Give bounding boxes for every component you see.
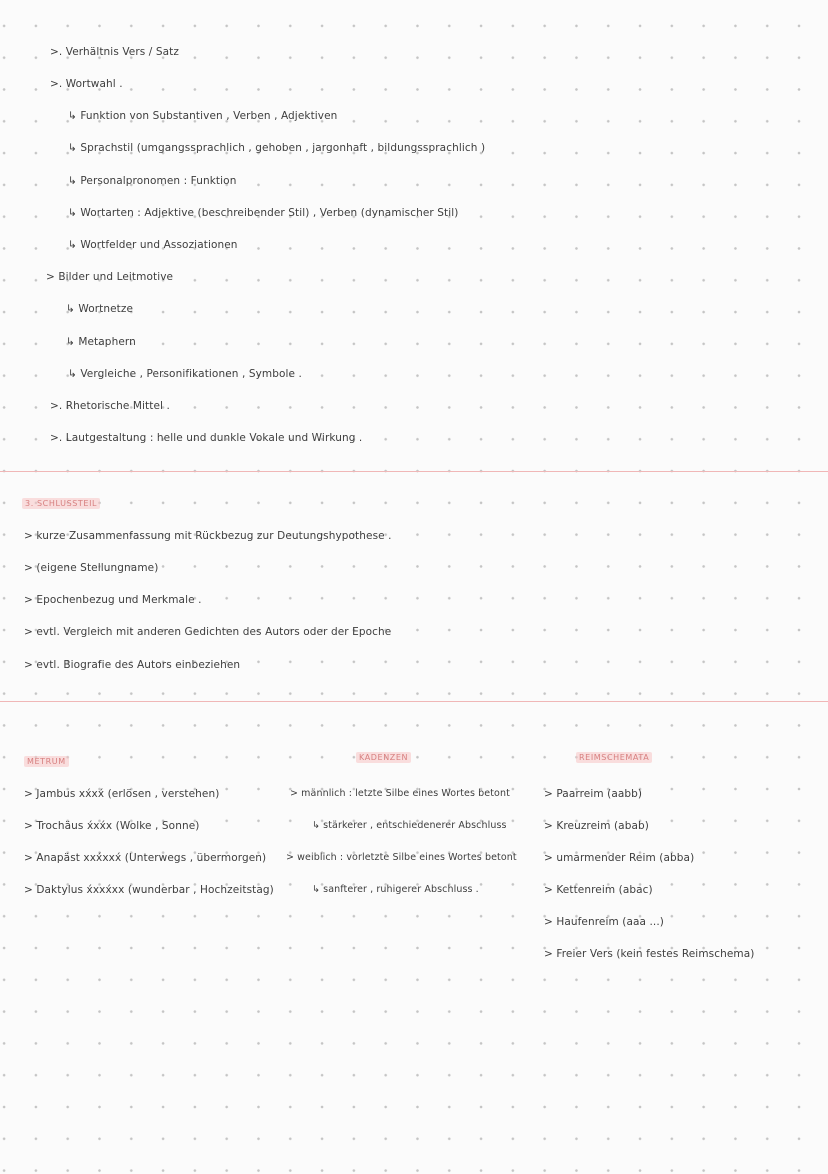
- list-item: ↳ Wortnetze: [66, 303, 134, 315]
- list-item: >. Wortwahl .: [50, 78, 123, 90]
- section-heading: KADENZEN: [356, 752, 411, 763]
- list-item: > Haufenreim (aaa ...): [544, 916, 665, 928]
- list-item: >. Rhetorische Mittel .: [50, 400, 170, 412]
- list-item: ↳ Vergleiche , Personifikationen , Symbole .: [68, 368, 302, 380]
- list-item: > Bilder und Leitmotive: [46, 271, 174, 283]
- list-item: > Kreuzreim (abab): [544, 820, 649, 832]
- list-item: > (eigene Stellungname): [24, 562, 159, 574]
- list-item: > Jambus xx́xx́ (erlösen , verstehen): [24, 788, 220, 800]
- list-item: > kurze Zusammenfassung mit Rückbezug zur Deutungshypothese .: [24, 530, 392, 542]
- list-item: > evtl. Vergleich mit anderen Gedichten des Autors oder der Epoche: [24, 626, 392, 638]
- section-divider: [0, 701, 828, 702]
- list-item: ↳ stärkerer , entschiedenerer Abschluss: [312, 820, 507, 831]
- list-item: >. Verhältnis Vers / Satz: [50, 46, 179, 58]
- list-item: ↳ Metaphern: [66, 336, 136, 348]
- list-item: ↳ sanfterer , ruhigerer Abschluss .: [312, 884, 479, 895]
- list-item: > Paarreim (aabb): [544, 788, 643, 800]
- list-item: ↳ Personalpronomen : Funktion: [68, 175, 237, 187]
- list-item: > Trochäus x́xx́x (Wolke , Sonne): [24, 820, 200, 832]
- list-item: > weiblich : vorletzte Silbe eines Wortes betont: [286, 852, 517, 863]
- section-heading: 3. SCHLUSSTEIL: [22, 498, 100, 509]
- section-heading: REIMSCHEMATA: [576, 752, 652, 763]
- list-item: ↳ Wortfelder und Assoziationen: [68, 239, 238, 251]
- list-item: ↳ Wortarten : Adjektive (beschreibender Stil) , Verben (dynamischer Stil): [68, 207, 459, 219]
- list-item: > umarmender Reim (abba): [544, 852, 695, 864]
- list-item: >. Lautgestaltung : helle und dunkle Vokale und Wirkung .: [50, 432, 363, 444]
- list-item: ↳ Funktion von Substantiven , Verben , Adjektiven: [68, 110, 338, 122]
- list-item: > Kettenreim (abac): [544, 884, 653, 896]
- list-item: ↳ Sprachstil (umgangssprachlich , gehoben , jargonhaft , bildungssprachlich ): [68, 142, 486, 154]
- section-heading: METRUM: [24, 756, 69, 767]
- list-item: > Freier Vers (kein festes Reimschema): [544, 948, 755, 960]
- list-item: > Anapäst xxx́xxx́ (Unterwegs , übermorgen): [24, 852, 267, 864]
- list-item: > Epochenbezug und Merkmale .: [24, 594, 202, 606]
- list-item: > Daktylus x́xxx́xx (wunderbar , Hochzeitstag): [24, 884, 274, 896]
- section-divider: [0, 471, 828, 472]
- list-item: > evtl. Biografie des Autors einbeziehen: [24, 659, 241, 671]
- list-item: > männlich : letzte Silbe eines Wortes betont: [290, 788, 510, 799]
